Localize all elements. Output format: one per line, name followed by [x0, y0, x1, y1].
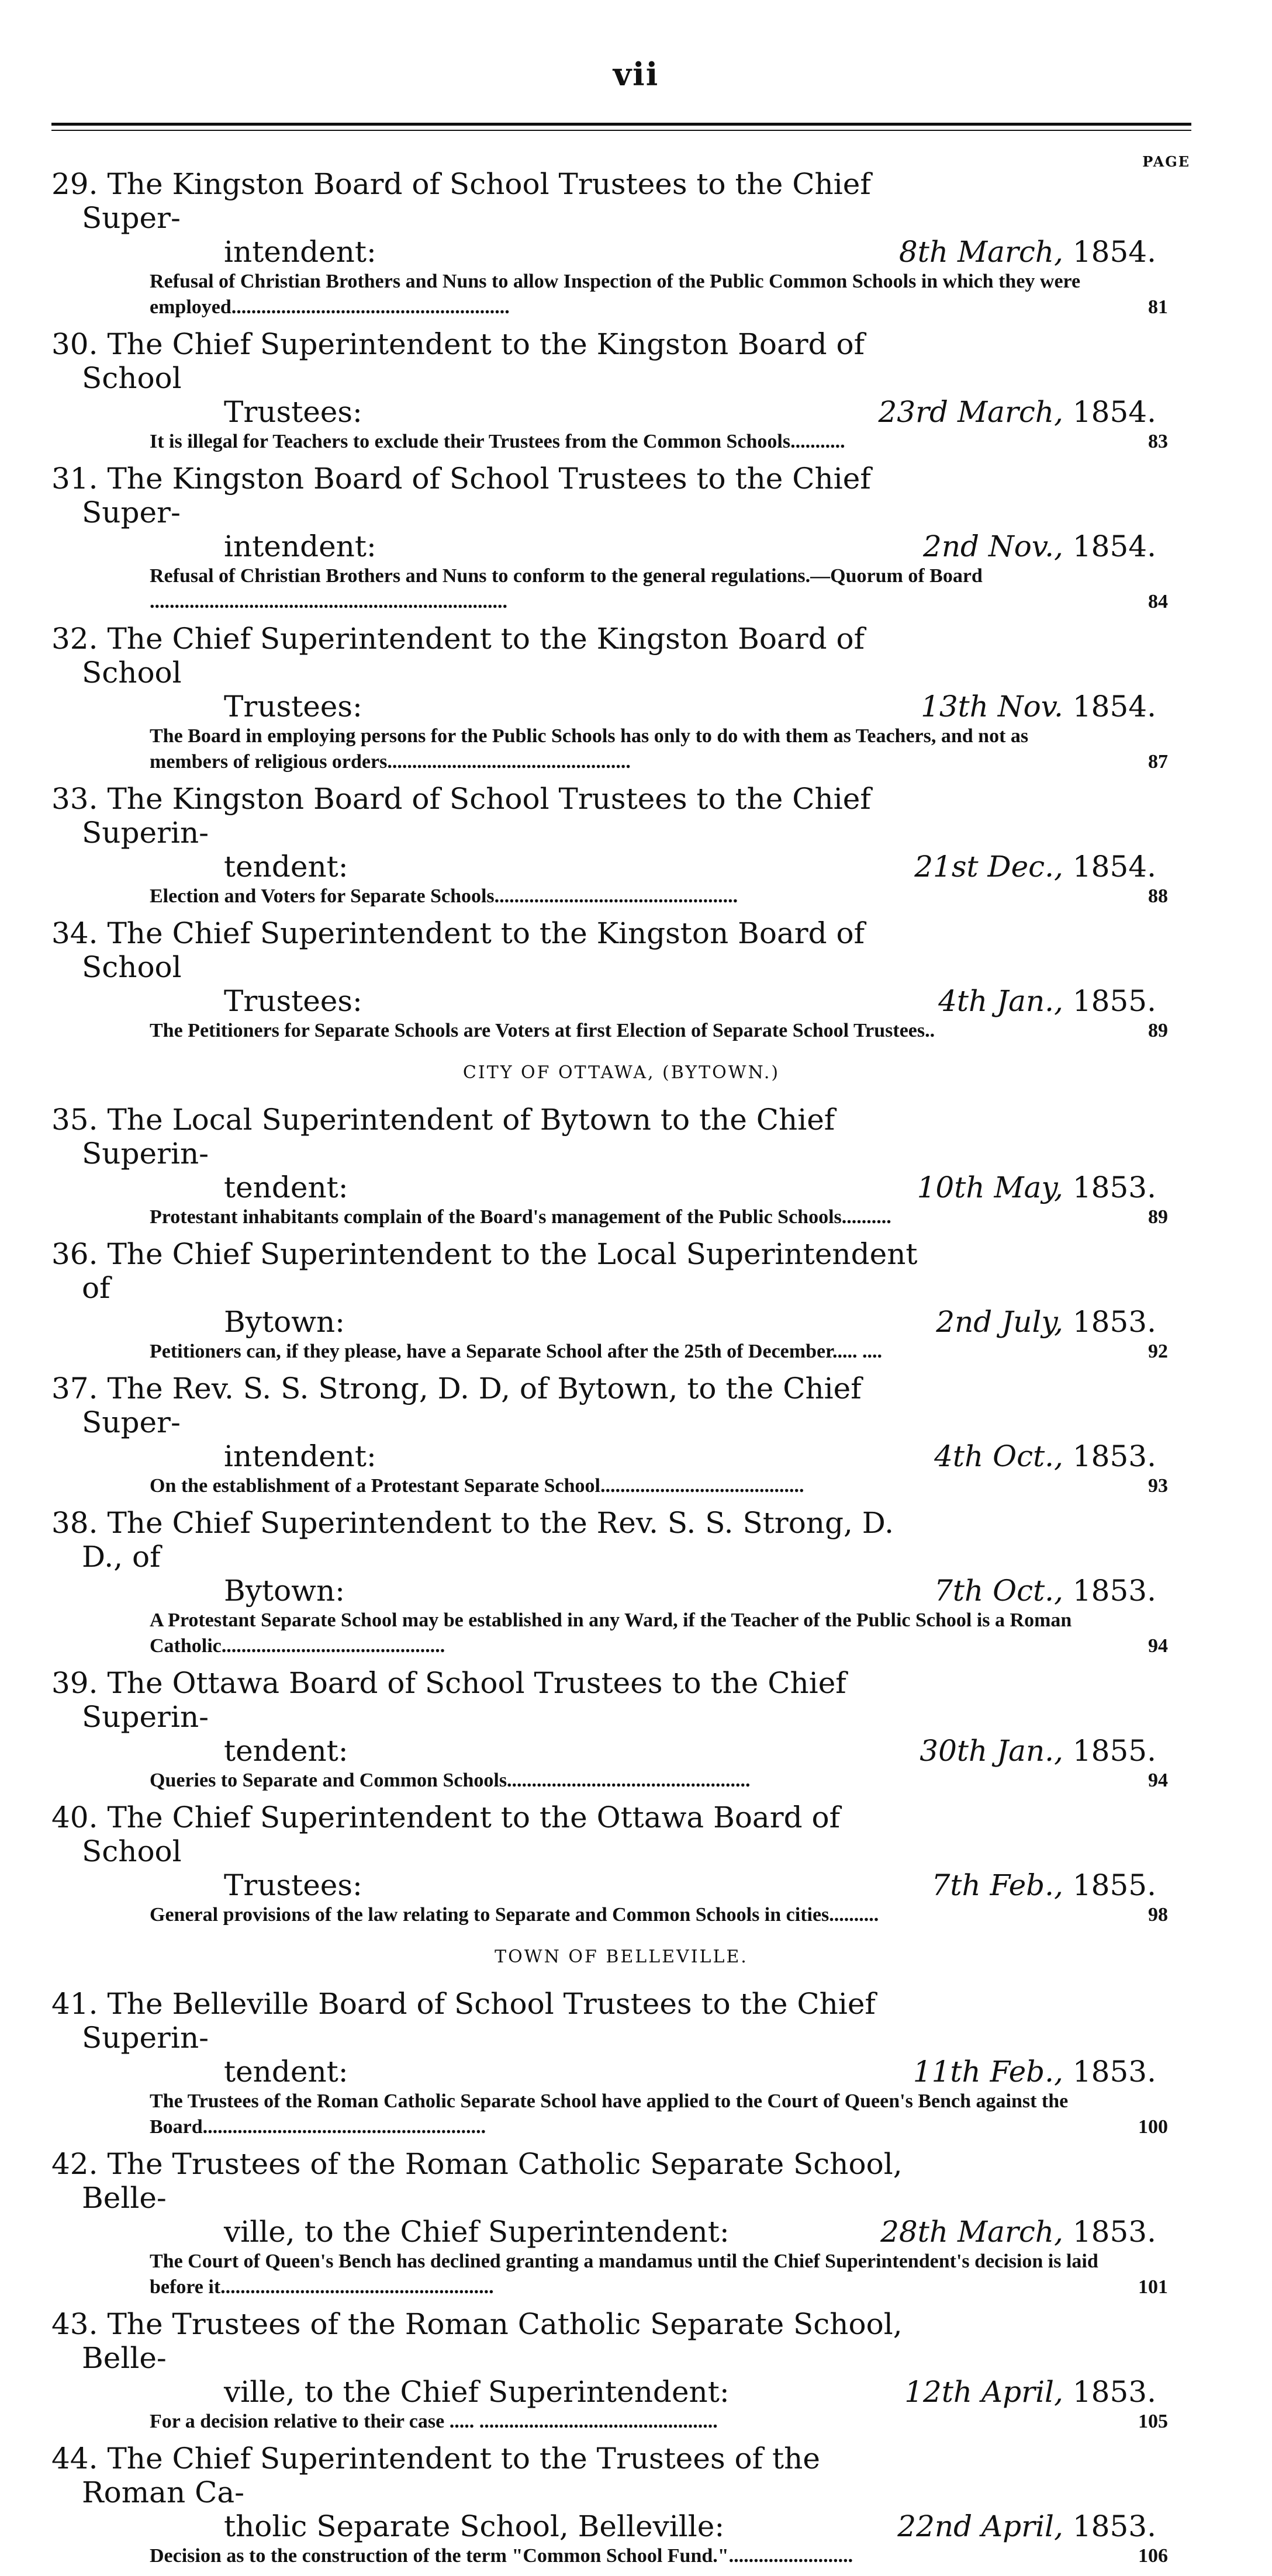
contents-entry [51, 1666, 1191, 1793]
entry-date-month: Feb., [990, 2055, 1063, 2089]
entry-date [879, 395, 1157, 429]
entry-date-year: 1853. [1072, 1305, 1156, 1339]
entry-date-year: 1855. [1072, 984, 1156, 1018]
entries-belleville [51, 1987, 1191, 2569]
entry-title-line [51, 167, 918, 235]
entry-page-number: 89 [1148, 1206, 1168, 1228]
entry-title-line [51, 1237, 918, 1305]
entry-title: The Trustees of the Roman Catholic Separate School, Belle- [82, 2307, 903, 2375]
entry-date-month: April, [981, 2375, 1063, 2409]
entry-number: 34. [51, 916, 98, 950]
entry-date-day: 4th [938, 984, 988, 1018]
entry-title-line [51, 1372, 918, 1439]
entry-date-month: Oct., [993, 1439, 1063, 1473]
entry-date-month: Nov. [997, 690, 1063, 723]
entry-date [917, 1171, 1156, 1204]
entry-date-day: 2nd [923, 529, 980, 563]
contents-entry [51, 916, 1191, 1044]
entry-summary: The Court of Queen's Bench has declined granting a mandamus until the Chief Superintendent's decision is laid before it....................................................... [150, 2250, 1098, 2298]
entry-title-continuation: Trustees: [224, 395, 362, 429]
entry-date [880, 2215, 1156, 2249]
entry-date-year: 1853. [1072, 1439, 1156, 1473]
header-rule-thin [51, 130, 1191, 131]
entry-continuation-line [51, 2055, 1191, 2089]
entry-date-day: 11th [912, 2055, 981, 2089]
entry-date [897, 2509, 1156, 2543]
entry-title-line [51, 1506, 918, 1574]
entry-date-day: 28th [880, 2215, 949, 2249]
entry-title-continuation: Trustees: [224, 690, 362, 723]
entry-continuation-line [51, 1305, 1191, 1339]
entry-continuation-line [51, 850, 1191, 884]
entry-summary: Decision as to the construction of the term "Common School Fund."......................... [150, 2545, 853, 2567]
entry-summary: It is illegal for Teachers to exclude their Trustees from the Common Schools........... [150, 431, 845, 452]
entry-title-continuation: tendent: [224, 1734, 348, 1768]
entry-summary-line [51, 1339, 1191, 1365]
entry-number: 42. [51, 2147, 98, 2181]
entry-date-year: 1853. [1072, 1171, 1156, 1204]
entry-date [920, 1734, 1156, 1768]
entry-summary-line [51, 723, 1191, 775]
entry-date-month: Jan., [997, 984, 1063, 1018]
entry-continuation-line [51, 1171, 1191, 1204]
entry-date-day: 22nd [897, 2509, 973, 2543]
entry-continuation-line [51, 1574, 1191, 1608]
entry-continuation-line [51, 395, 1191, 429]
entry-title-continuation: intendent: [224, 235, 376, 269]
entry-title: The Chief Superintendent to the Kingston Board of School [82, 327, 865, 395]
entry-page-number: 100 [1138, 2116, 1168, 2138]
entry-number: 38. [51, 1506, 98, 1540]
entry-title-continuation: Bytown: [224, 1305, 345, 1339]
entry-date-year: 1853. [1072, 2375, 1156, 2409]
entry-title: The Chief Superintendent to the Kingston Board of School [82, 916, 865, 984]
entry-page-number: 98 [1148, 1904, 1168, 1926]
entry-date-day: 13th [921, 690, 988, 723]
entry-summary-line [51, 2409, 1191, 2435]
entry-number: 32. [51, 622, 98, 656]
entry-page-number: 84 [1148, 591, 1168, 612]
entry-summary: On the establishment of a Protestant Separate School......................................... [150, 1475, 804, 1497]
contents-entry [51, 1987, 1191, 2140]
entry-summary: The Board in employing persons for the Public Schools has only to do with them as Teachers, and not as members of religious orders................................................. [150, 725, 1029, 773]
entry-title-continuation: ville, to the Chief Superintendent: [224, 2215, 730, 2249]
contents-entry [51, 2307, 1191, 2435]
entry-title: The Chief Superintendent to the Rev. S. S. Strong, D. D., of [82, 1506, 894, 1574]
entry-continuation-line [51, 1734, 1191, 1768]
entry-title: The Trustees of the Roman Catholic Separate School, Belle- [82, 2147, 903, 2215]
entry-page-number: 81 [1148, 296, 1168, 318]
entry-summary: General provisions of the law relating to Separate and Common Schools in cities.......... [150, 1904, 879, 1926]
entry-continuation-line [51, 690, 1191, 723]
contents-entry [51, 1237, 1191, 1365]
entry-number: 31. [51, 462, 98, 496]
entry-title-line [51, 2307, 918, 2375]
entry-title-continuation: intendent: [224, 1439, 376, 1473]
entry-date-month: Dec., [987, 850, 1063, 884]
contents-list [51, 167, 1191, 2576]
entry-title-continuation: Bytown: [224, 1574, 345, 1608]
contents-entry [51, 1103, 1191, 1230]
entry-page-number: 92 [1148, 1341, 1168, 1362]
contents-entry [51, 622, 1191, 775]
entries-kingston [51, 167, 1191, 1044]
entry-title: The Kingston Board of School Trustees to the Chief Super- [82, 462, 871, 529]
entry-date-day: 4th [934, 1439, 984, 1473]
entry-title: The Chief Superintendent to the Local Superintendent of [82, 1237, 918, 1305]
entry-date-month: Oct., [993, 1574, 1063, 1608]
entry-title-line [51, 1801, 918, 1868]
entry-continuation-line [51, 2215, 1191, 2249]
entry-date-day: 23rd [878, 395, 949, 429]
entry-page-number: 94 [1148, 1770, 1168, 1791]
contents-entry [51, 327, 1191, 455]
entry-title: The Chief Superintendent to the Ottawa Board of School [82, 1801, 841, 1868]
entry-summary-line [51, 1204, 1191, 1230]
contents-entry [51, 782, 1191, 909]
entry-title-continuation: Trustees: [224, 984, 362, 1018]
entry-page-number: 87 [1148, 751, 1168, 773]
entry-title: The Kingston Board of School Trustees to the Chief Super- [82, 167, 871, 235]
entry-date [936, 1305, 1156, 1339]
entry-summary-line [51, 884, 1191, 909]
entry-title: The Kingston Board of School Trustees to the Chief Superin- [82, 782, 871, 850]
entry-title: The Chief Superintendent to the Trustees of the Roman Ca- [82, 2442, 820, 2509]
entry-date-year: 1854. [1072, 235, 1156, 269]
entry-title-line [51, 622, 918, 690]
entry-date-month: Feb., [990, 1868, 1063, 1902]
section-heading-ottawa: CITY OF OTTAWA, (BYTOWN.) [462, 1062, 780, 1083]
entry-title: The Chief Superintendent to the Kingston Board of School [82, 622, 865, 690]
entry-continuation-line [51, 1439, 1191, 1473]
entry-number: 39. [51, 1666, 98, 1700]
entry-date-day: 2nd [936, 1305, 993, 1339]
entry-date-year: 1855. [1072, 1734, 1156, 1768]
entry-date-year: 1854. [1072, 850, 1156, 884]
entry-continuation-line [51, 235, 1191, 269]
entry-page-number: 94 [1148, 1635, 1168, 1657]
entry-date-day: 8th [898, 235, 949, 269]
entry-number: 33. [51, 782, 98, 816]
entry-title: The Belleville Board of School Trustees to the Chief Superin- [82, 1987, 876, 2055]
entry-title-line [51, 2147, 918, 2215]
entry-page-number: 101 [1138, 2276, 1168, 2298]
entry-title-continuation: tendent: [224, 2055, 348, 2089]
page-column-header: PAGE [1142, 153, 1190, 170]
entry-number: 29. [51, 167, 98, 201]
section-heading-belleville: TOWN OF BELLEVILLE. [495, 1947, 748, 1967]
contents-entry [51, 1506, 1191, 1659]
entry-number: 43. [51, 2307, 98, 2341]
contents-entry [51, 2147, 1191, 2300]
entry-continuation-line [51, 984, 1191, 1018]
entry-title: The Local Superintendent of Bytown to the Chief Superin- [82, 1103, 835, 1171]
entry-summary-line [51, 1608, 1191, 1659]
contents-entry [51, 2442, 1191, 2569]
entry-date-month: Nov., [988, 529, 1063, 563]
entry-summary-line [51, 2249, 1191, 2300]
entry-continuation-line [51, 1868, 1191, 1902]
entry-number: 37. [51, 1372, 98, 1405]
entry-continuation-line [51, 2375, 1191, 2409]
entry-date-day: 10th [917, 1171, 985, 1204]
entry-summary-line [51, 1018, 1191, 1044]
entry-continuation-line [51, 529, 1191, 563]
entry-title-continuation: intendent: [224, 529, 376, 563]
entry-date [938, 984, 1156, 1018]
entry-date [914, 850, 1156, 884]
entry-title: The Rev. S. S. Strong, D. D, of Bytown, to the Chief Super- [82, 1372, 862, 1439]
entry-date-year: 1853. [1072, 2055, 1156, 2089]
entry-page-number: 93 [1148, 1475, 1168, 1497]
entry-number: 30. [51, 327, 98, 361]
entry-date-year: 1854. [1072, 690, 1156, 723]
entry-number: 41. [51, 1987, 98, 2021]
contents-entry [51, 1801, 1191, 1928]
entry-page-number: 83 [1148, 431, 1168, 452]
entry-page-number: 88 [1148, 885, 1168, 907]
entry-title-line [51, 916, 918, 984]
entry-number: 44. [51, 2442, 98, 2475]
entry-summary-line [51, 1768, 1191, 1793]
entry-summary: For a decision relative to their case ..... ................................................ [150, 2411, 718, 2432]
entry-title-continuation: tholic Separate School, Belleville: [224, 2509, 725, 2543]
entry-date-month: April, [981, 2509, 1063, 2543]
entry-title-line [51, 327, 918, 395]
entry-summary-line [51, 563, 1191, 615]
entry-summary-line [51, 2089, 1191, 2140]
entry-page-number: 89 [1148, 1020, 1168, 1041]
entry-title-line [51, 462, 918, 529]
entry-title-continuation: tendent: [224, 1171, 348, 1204]
entry-number: 40. [51, 1801, 98, 1834]
entry-date-day: 12th [904, 2375, 973, 2409]
entry-date-year: 1854. [1072, 529, 1156, 563]
entry-date-month: March, [957, 235, 1063, 269]
entry-date-month: March, [957, 395, 1063, 429]
entry-title-line [51, 2442, 918, 2509]
entry-date [932, 1868, 1156, 1902]
entry-date [934, 1439, 1156, 1473]
entry-page-number: 105 [1138, 2411, 1168, 2432]
entry-date-year: 1854. [1072, 395, 1156, 429]
entry-date-month: Jan., [997, 1734, 1063, 1768]
entry-summary: Queries to Separate and Common Schools................................................. [150, 1770, 751, 1791]
entry-date [934, 1574, 1156, 1608]
entry-date [913, 2055, 1156, 2089]
entry-continuation-line [51, 2509, 1191, 2543]
entry-summary: Petitioners can, if they please, have a Separate School after the 25th of December..... .... [150, 1341, 883, 1362]
entry-number: 35. [51, 1103, 98, 1137]
entry-summary-line [51, 1473, 1191, 1499]
entry-summary: Protestant inhabitants complain of the Board's management of the Public Schools.......... [150, 1206, 891, 1228]
entry-page-number: 106 [1138, 2545, 1168, 2567]
entry-date-year: 1853. [1072, 1574, 1156, 1608]
entry-title-line [51, 1987, 918, 2055]
entry-date-month: May, [994, 1171, 1063, 1204]
entry-summary: Refusal of Christian Brothers and Nuns to conform to the general regulations.—Quorum of Board ........................................................................ [150, 565, 983, 612]
entry-summary: The Trustees of the Roman Catholic Separate School have applied to the Court of Queen's Bench against the Board......................................................... [150, 2090, 1069, 2138]
contents-entry [51, 462, 1191, 615]
header-rule-thick [51, 123, 1191, 126]
entry-summary-line [51, 269, 1191, 320]
entry-date-month: July, [1001, 1305, 1063, 1339]
entry-title-continuation: ville, to the Chief Superintendent: [224, 2375, 730, 2409]
contents-entry [51, 1372, 1191, 1499]
entry-date-day: 7th [934, 1574, 984, 1608]
entry-summary-line [51, 1902, 1191, 1928]
entry-summary-line [51, 2543, 1191, 2569]
contents-entry [51, 167, 1191, 320]
entry-date-year: 1855. [1072, 1868, 1156, 1902]
entry-date [899, 235, 1156, 269]
entry-title: The Ottawa Board of School Trustees to the Chief Superin- [82, 1666, 846, 1734]
entry-summary: A Protestant Separate School may be established in any Ward, if the Teacher of the Public School is a Roman Catholic............................................. [150, 1609, 1072, 1657]
page-folio: vii [613, 56, 659, 93]
entry-number: 36. [51, 1237, 98, 1271]
entry-title-line [51, 782, 918, 850]
entries-ottawa [51, 1103, 1191, 1928]
entry-date-year: 1853. [1072, 2215, 1156, 2249]
entry-date-day: 7th [931, 1868, 981, 1902]
entry-summary: The Petitioners for Separate Schools are Voters at first Election of Separate School Trustees.. [150, 1020, 935, 1041]
entry-date [923, 529, 1156, 563]
entry-date-month: March, [957, 2215, 1063, 2249]
entry-title-continuation: Trustees: [224, 1868, 362, 1902]
entry-summary: Election and Voters for Separate Schools................................................. [150, 885, 738, 907]
entry-title-line [51, 1103, 918, 1171]
entry-summary-line [51, 429, 1191, 455]
entry-date [904, 2375, 1156, 2409]
entry-title-line [51, 1666, 918, 1734]
entry-date-day: 30th [920, 1734, 988, 1768]
entry-title-continuation: tendent: [224, 850, 348, 884]
entry-summary: Refusal of Christian Brothers and Nuns to allow Inspection of the Public Common Schools in which they were employed........................................................ [150, 271, 1081, 318]
entry-date-year: 1853. [1072, 2509, 1156, 2543]
entry-date [921, 690, 1156, 723]
entry-date-day: 21st [914, 850, 979, 884]
